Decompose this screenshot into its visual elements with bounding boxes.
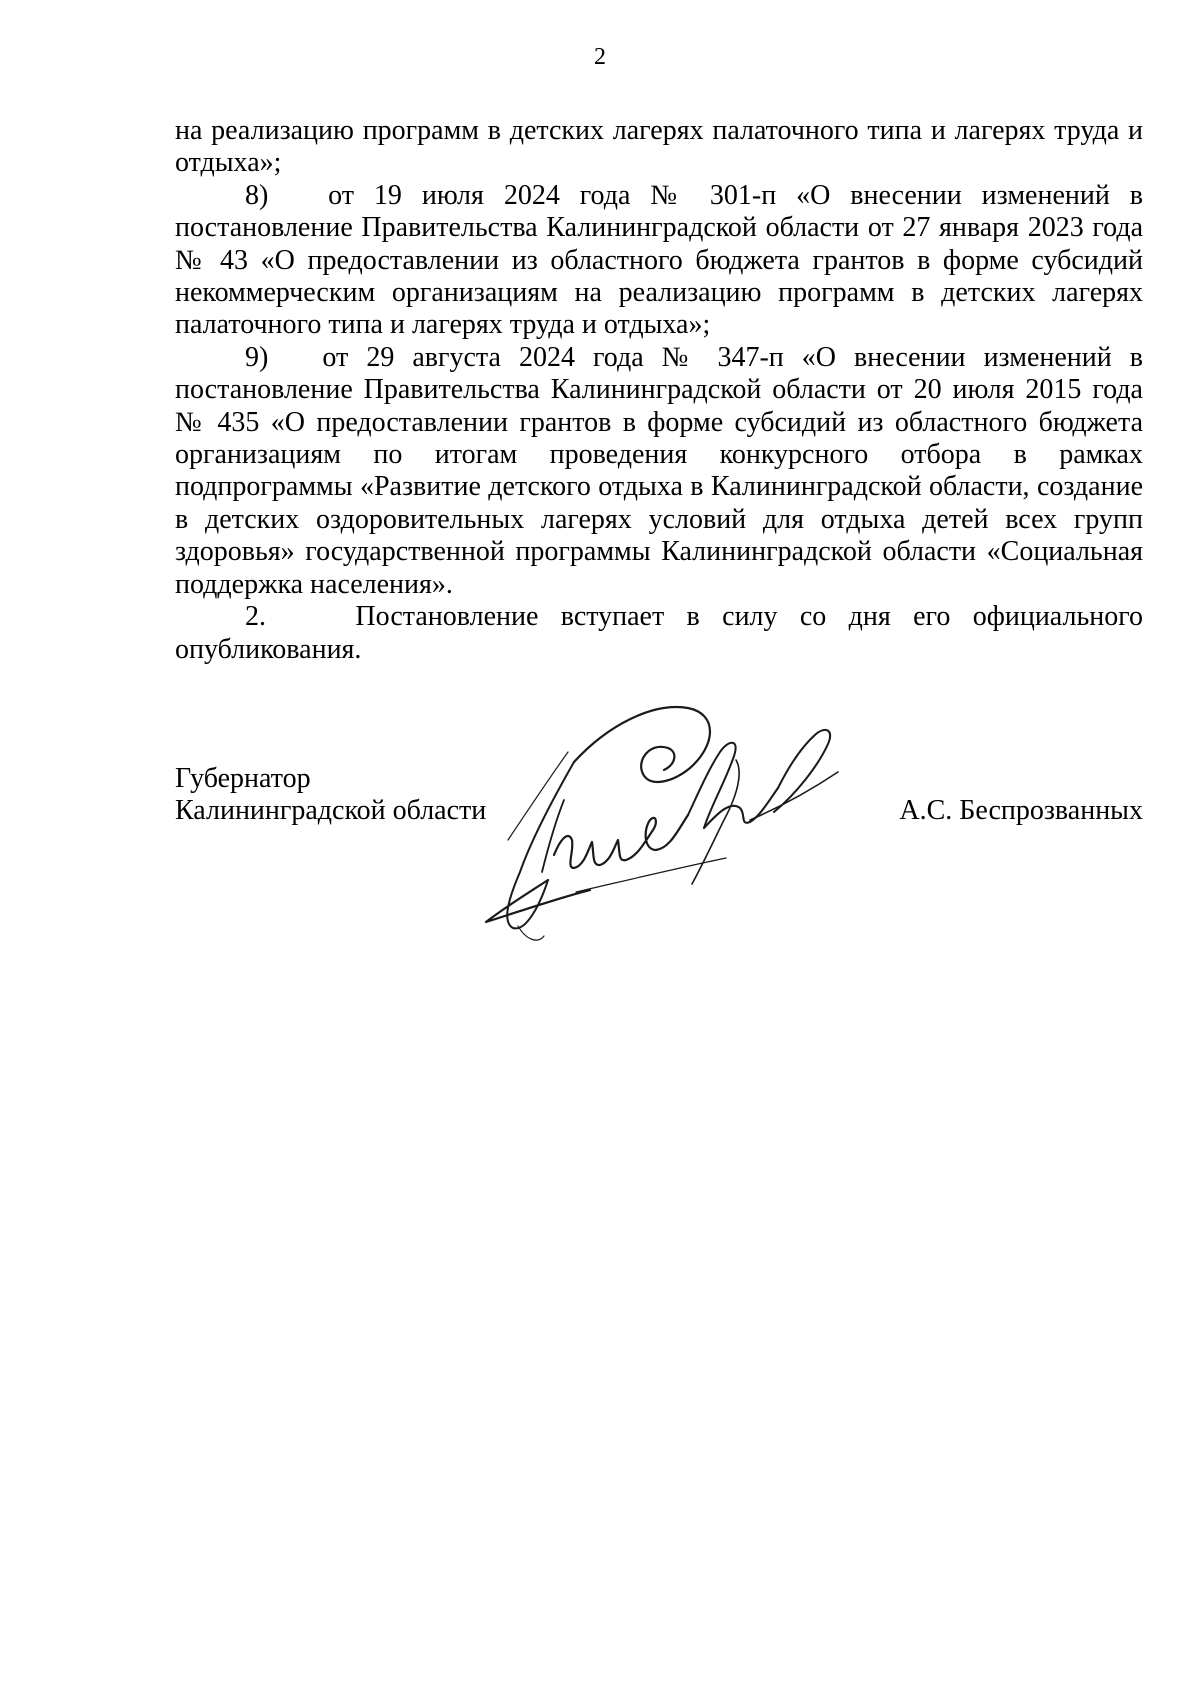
- paragraph-continuation: на реализацию программ в детских лагерях палаточного типа и лагерях труда и отдыха»;: [175, 115, 1143, 179]
- paragraph-item-8: 8) от 19 июля 2024 года № 301-п «О внесении изменений в постановление Правительства Калининградской области от 27 января 2023 года № 43 «О предоставлении из областного бюджета грантов в форме субсидий некоммерческим организациям на реализацию программ в детских лагерях палаточного типа и лагерях труда и отдыха»;: [175, 179, 1143, 341]
- signatory-name: А.С. Беспрозванных: [899, 795, 1143, 827]
- document-body: [175, 115, 1143, 666]
- signature-icon: [478, 690, 920, 945]
- signatory-title: [175, 763, 486, 828]
- page-number: 2: [594, 44, 606, 70]
- signatory-title-line2: Калининградской области: [175, 795, 487, 827]
- signatory-title-line1: Губернатор: [175, 763, 311, 794]
- paragraph-item-2-effective: 2. Постановление вступает в силу со дня его официального опубликования.: [175, 601, 1143, 665]
- paragraph-item-9: 9) от 29 августа 2024 года № 347-п «О внесении изменений в постановление Правительства Калининградской области от 20 июля 2015 года № 435 «О предоставлении грантов в форме субсидий из областного бюджета организациям по итогам проведения конкурсного отбора в рамках подпрограммы «Развитие детского отдыха в Калининградской области, создание в детских оздоровительных лагерях условий для отдыха детей всех групп здоровья» государственной программы Калининградской области «Социальная поддержка населения».: [175, 341, 1143, 600]
